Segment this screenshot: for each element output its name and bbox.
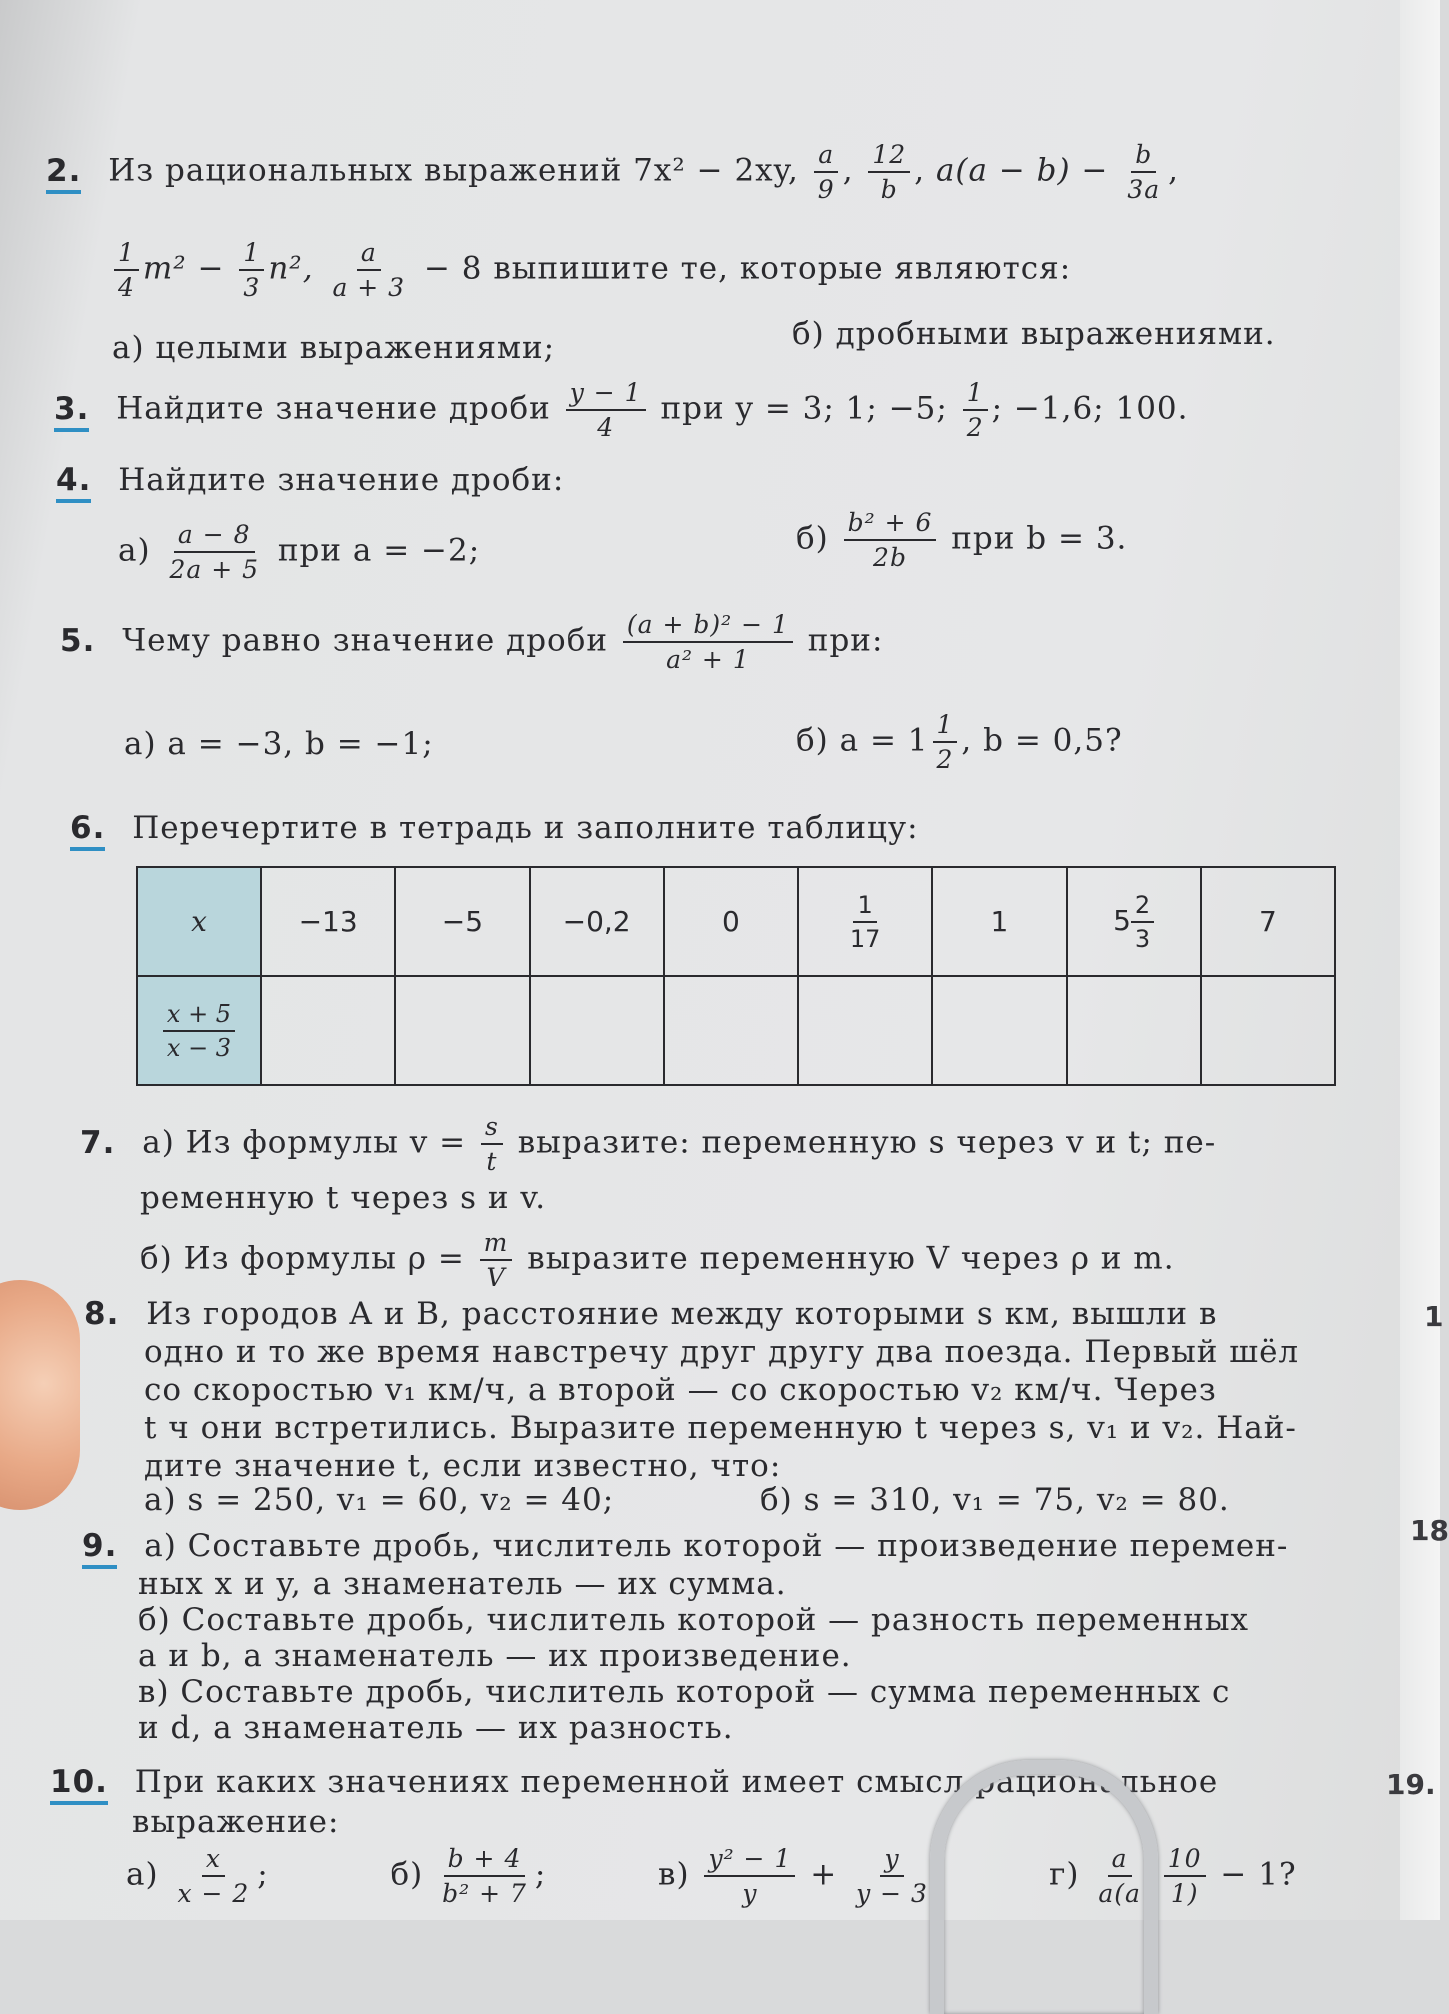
- expression: n²,: [268, 250, 314, 287]
- problem-4-option-b: б) $\frac{\text{b² + 6}}{2b}$ при b = 3.: [796, 508, 1128, 572]
- problem-number: 2.: [46, 153, 81, 194]
- problem-text: при y = 3; 1; −5;: [660, 390, 948, 427]
- table-cell-empty: [1201, 976, 1335, 1085]
- problem-4: [56, 462, 564, 503]
- problem-text: Из рациональных выражений 7x² − 2xy,: [108, 152, 799, 189]
- problem-text: ; −1,6; 100.: [991, 390, 1189, 427]
- fraction: $\frac{\text{b² + 6}}{2b}$: [844, 508, 937, 572]
- problem-7-option-b: б) Из формулы ρ = $\frac{m}{V}$ выразите переменную V через ρ и m.: [140, 1228, 1175, 1292]
- fraction: $\frac{s}{t}$: [481, 1112, 503, 1176]
- problem-2-line-2: [110, 238, 1071, 302]
- margin-number: 18: [1410, 1514, 1449, 1547]
- problem-9-line: б) Составьте дробь, числитель которой — разность переменных: [138, 1602, 1249, 1638]
- paper-clip-photo-artifact: [930, 1760, 1158, 2014]
- problem-text: Чему равно значение дроби: [122, 622, 609, 659]
- fraction: $\frac{b + 4}{\text{b² + 7}}$: [442, 1844, 527, 1908]
- problem-text: Найдите значение дроби: [116, 390, 551, 427]
- problem-10-options: а) $\frac{x}{x - 2}$ ; б) $\frac{b + 4}{\text{b² + 7}}$ ; в) $\frac{\text{y² − 1}}{y}$ + $\frac{y}{y - 3}$ ; г) $\frac{a}{a(a}$ $\frac{10}{1)}$ − 1?: [126, 1844, 1297, 1908]
- fraction: $\frac{1}{2}$: [963, 378, 988, 442]
- problem-9-line: ных x и y, а знаменатель — их сумма.: [138, 1566, 787, 1602]
- problem-text: Перечертите в тетрадь и заполните таблицу:: [132, 810, 919, 846]
- table-cell: 7: [1201, 867, 1335, 976]
- problem-5-option-a: а) a = −3, b = −1;: [124, 726, 434, 762]
- problem-8: 8. Из городов A и B, расстояние между которыми s км, вышли в: [84, 1296, 1218, 1332]
- finger-photo-artifact: [0, 1280, 80, 1510]
- table-header-cell: x: [137, 867, 261, 976]
- problem-9-line: a и b, а знаменатель — их произведение.: [138, 1638, 852, 1674]
- fraction: $\frac{a}{a(a}$: [1098, 1844, 1141, 1908]
- problem-number: 7.: [80, 1124, 116, 1161]
- fraction: $\frac{12}{b}$: [868, 140, 910, 204]
- fraction: $\frac{a}{a + 3}$: [332, 238, 406, 302]
- page-spine: [1400, 0, 1440, 1920]
- problem-2-option-b: б) дробными выражениями.: [792, 316, 1276, 352]
- table-cell: $\frac{1}{17}$: [798, 867, 932, 976]
- problem-number: 8.: [84, 1296, 120, 1332]
- fraction: $\frac{x}{x - 2}$: [177, 1844, 250, 1908]
- problem-8-line: дите значение t, если известно, что:: [144, 1448, 782, 1484]
- problem-10-line-2: выражение:: [132, 1804, 340, 1840]
- problem-text: − 8 выпишите те, которые являются:: [423, 250, 1072, 287]
- problem-7: 7. а) Из формулы v = $\frac{s}{t}$ выразите: переменную s через v и t; пе-: [80, 1112, 1217, 1176]
- table-cell-empty: [530, 976, 664, 1085]
- problem-10: 10. При каких значениях переменной имеет смысл рациональное: [50, 1764, 1218, 1805]
- table-cell: 0: [664, 867, 798, 976]
- fraction: $\frac{10}{1)}$: [1164, 1844, 1206, 1908]
- fraction: $\frac{1}{3}$: [239, 238, 264, 302]
- table-cell: 1: [932, 867, 1066, 976]
- margin-number: 1: [1424, 1300, 1444, 1333]
- table-cell-empty: [1067, 976, 1201, 1085]
- problem-number: 5.: [60, 622, 96, 659]
- table-cell: −5: [395, 867, 529, 976]
- table-header-cell: $\frac{x + 5}{x - 3}$: [137, 976, 261, 1085]
- table-cell-empty: [798, 976, 932, 1085]
- table-cell-empty: [395, 976, 529, 1085]
- problem-8-line: одно и то же время навстречу друг другу два поезда. Первый шёл: [144, 1334, 1300, 1370]
- table-cell-empty: [932, 976, 1066, 1085]
- table-cell-empty: [664, 976, 798, 1085]
- problem-5: [60, 610, 883, 674]
- table-row: [137, 867, 1335, 976]
- margin-number: 19.: [1386, 1768, 1436, 1801]
- table-cell: −0,2: [530, 867, 664, 976]
- fraction: $\frac{1}{2}$: [933, 710, 958, 774]
- fraction: $\frac{\text{y² − 1}}{y}$: [704, 1844, 795, 1908]
- problem-text: Найдите значение дроби:: [118, 462, 565, 498]
- fraction: $\frac{b}{3a}$: [1127, 140, 1161, 204]
- problem-number: 9.: [82, 1528, 117, 1569]
- problem-7-line-2: ременную t через s и v.: [140, 1180, 547, 1216]
- fraction: $\frac{a}{9}$: [814, 140, 839, 204]
- problem-8-line: t ч они встретились. Выразите переменную t через s, v₁ и v₂. Най-: [144, 1410, 1297, 1446]
- problem-number: 10.: [50, 1764, 108, 1805]
- expression: a(a − b) −: [935, 152, 1109, 189]
- problem-3: [54, 378, 1189, 442]
- problem-8-option-b: б) s = 310, v₁ = 75, v₂ = 80.: [760, 1482, 1230, 1518]
- problem-2-option-a: а) целыми выражениями;: [112, 330, 556, 366]
- problem-9-line: в) Составьте дробь, числитель которой — сумма переменных c: [138, 1674, 1231, 1710]
- problem-number: 3.: [54, 391, 89, 432]
- fraction: $\frac{y - 1}{4}$: [566, 378, 646, 442]
- problem-9: 9. а) Составьте дробь, числитель которой — произведение перемен-: [82, 1528, 1288, 1569]
- problem-8-option-a: а) s = 250, v₁ = 60, v₂ = 40;: [144, 1482, 615, 1518]
- problem-5-option-b: б) a = 1 $\frac{1}{2}$ , b = 0,5?: [796, 710, 1123, 774]
- problem-8-line: со скоростью v₁ км/ч, а второй — со скоростью v₂ км/ч. Через: [144, 1372, 1217, 1408]
- problem-2: 2. Из рациональных выражений 7x² − 2xy, $\frac{a}{9}$ , $\frac{12}{b}$ , a(a − b) − $\frac{b}{3a}$ ,: [46, 140, 1179, 204]
- fraction: $\frac{\text{(a + b)² − 1}}{\text{a² + 1}}$: [623, 610, 793, 674]
- fraction: $\frac{a - 8}{2a + 5}$: [169, 520, 259, 584]
- problem-4-option-a: а) $\frac{a - 8}{2a + 5}$ при a = −2;: [118, 520, 481, 584]
- problem-6: [70, 810, 919, 851]
- problem-number: 4.: [56, 462, 91, 503]
- problem-number: 6.: [70, 810, 105, 851]
- value-table: [136, 866, 1336, 1086]
- problem-9-line: и d, а знаменатель — их разность.: [138, 1710, 734, 1746]
- problem-text: при:: [807, 622, 884, 659]
- fraction: $\frac{m}{V}$: [480, 1228, 513, 1292]
- expression: m² −: [142, 250, 225, 287]
- table-cell-empty: [261, 976, 395, 1085]
- fraction: $\frac{y}{y - 3}$: [856, 1844, 928, 1908]
- table-cell: 5 $\frac{2}{3}$: [1067, 867, 1201, 976]
- table-row: [137, 976, 1335, 1085]
- table-cell: −13: [261, 867, 395, 976]
- fraction: $\frac{1}{4}$: [114, 238, 139, 302]
